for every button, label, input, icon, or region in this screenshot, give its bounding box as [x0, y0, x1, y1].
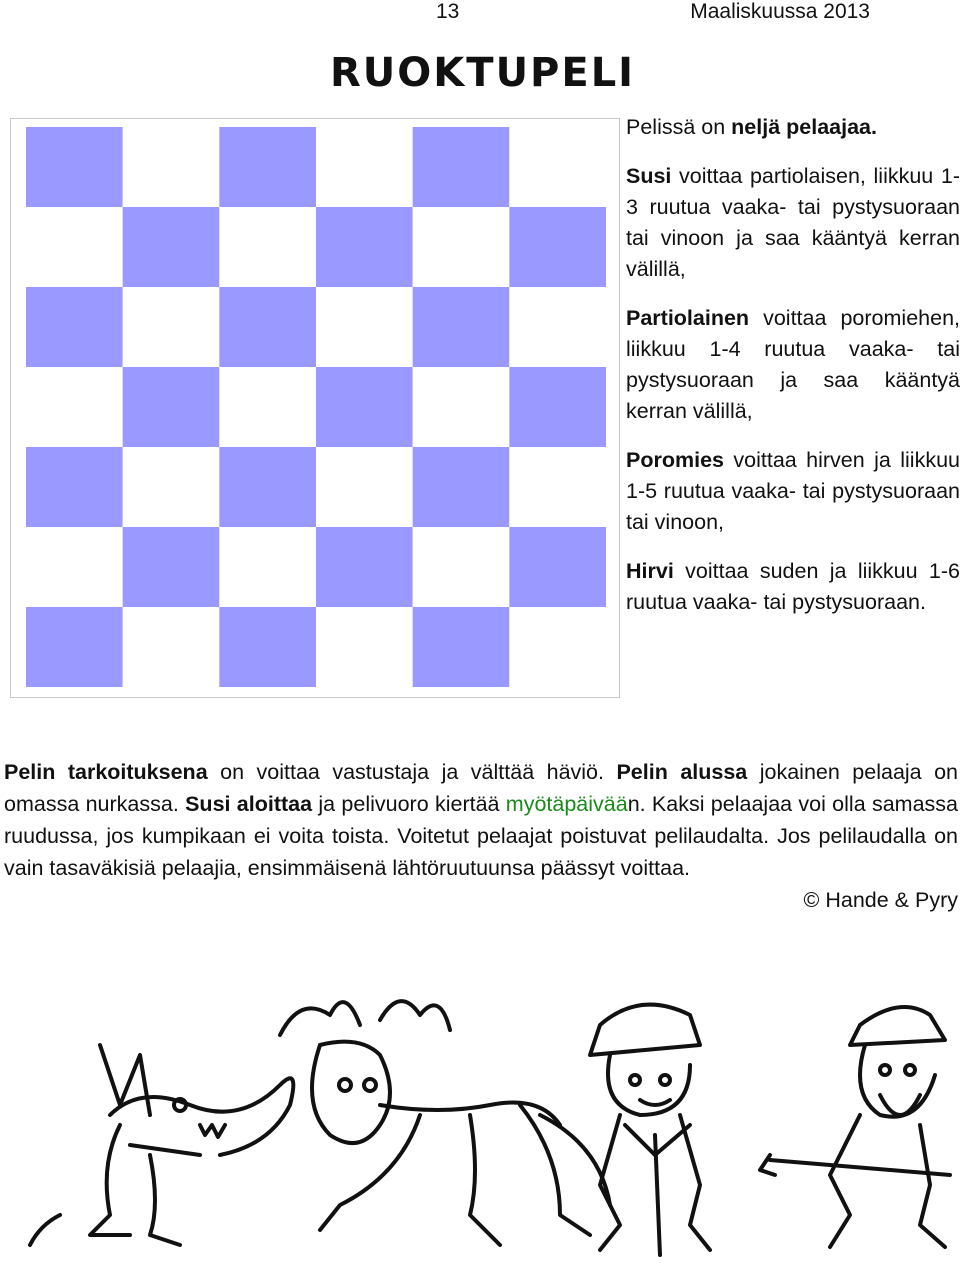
board-square [509, 367, 606, 447]
board-square [26, 447, 123, 527]
board-square [316, 607, 413, 687]
board-square [316, 287, 413, 367]
board-square [509, 127, 606, 207]
board-square [509, 287, 606, 367]
board-square [509, 527, 606, 607]
rule-players: Pelissä on neljä pelaajaa. [626, 115, 877, 139]
board-square [26, 127, 123, 207]
board-square [26, 367, 123, 447]
page-title: RUOKTUPELI [330, 50, 636, 96]
board-square [123, 447, 220, 527]
board-square [123, 127, 220, 207]
board-square [26, 207, 123, 287]
board-square [316, 527, 413, 607]
board-square [413, 607, 510, 687]
board-square [123, 607, 220, 687]
board-square [123, 207, 220, 287]
board-square [413, 367, 510, 447]
moose-illustration [280, 1001, 610, 1245]
board-square [219, 207, 316, 287]
rule-scout: Partiolainen voittaa poromiehen, liikkuu 1-4 ruutua vaaka- tai pystysuoraan ja saa kääntyä kerran välillä, [626, 306, 960, 423]
reindeer-herder-illustration [760, 1007, 950, 1247]
checkerboard [26, 127, 606, 687]
board-square [123, 287, 220, 367]
board-square [413, 527, 510, 607]
board-square [219, 527, 316, 607]
board-square [123, 527, 220, 607]
page-number: 13 [436, 0, 460, 23]
scout-illustration [590, 1005, 710, 1255]
board-square [413, 207, 510, 287]
board-square [26, 287, 123, 367]
board-square [219, 607, 316, 687]
character-illustrations [0, 985, 960, 1267]
board-square [413, 447, 510, 527]
board-square [26, 527, 123, 607]
board-square [509, 607, 606, 687]
wolf-illustration [30, 1045, 293, 1245]
board-square [316, 207, 413, 287]
board-square [123, 367, 220, 447]
board-square [219, 367, 316, 447]
board-square [26, 607, 123, 687]
board-square [316, 367, 413, 447]
board-square [509, 447, 606, 527]
rule-moose: Hirvi voittaa suden ja liikkuu 1-6 ruutua vaaka- tai pystysuoraan. [626, 559, 960, 614]
rules-column [626, 112, 960, 636]
board-square [316, 447, 413, 527]
board-square [219, 127, 316, 207]
game-description: Pelin tarkoituksena on voittaa vastustaja ja välttää häviö. Pelin alussa jokainen pelaaja on omassa nurkassa. Susi aloittaa ja pelivuoro kiertää myötäpäivään. Kaksi pelaajaa voi olla samassa ruudussa, jos kumpikaan ei voita toista. Voitetut pelaajat poistuvat pelilaudalta. Jos pelilaudalla on vain tasaväkisiä pelaajia, ensimmäisenä lähtöruutuunsa päässyt voittaa. © Hande & Pyry [4, 756, 958, 916]
board-square [413, 287, 510, 367]
copyright-signature: © Hande & Pyry [803, 888, 958, 912]
board-square [413, 127, 510, 207]
game-board [10, 118, 620, 698]
rule-reindeer-herder: Poromies voittaa hirven ja liikkuu 1-5 ruutua vaaka- tai pystysuoraan tai vinoon, [626, 448, 960, 534]
board-square [219, 447, 316, 527]
board-square [509, 207, 606, 287]
board-square [316, 127, 413, 207]
board-square [219, 287, 316, 367]
issue-date: Maaliskuussa 2013 [690, 0, 870, 23]
rule-wolf: Susi voittaa partiolaisen, liikkuu 1-3 ruutua vaaka- tai pystysuoraan tai vinoon ja saa kääntyä kerran välillä, [626, 164, 960, 281]
